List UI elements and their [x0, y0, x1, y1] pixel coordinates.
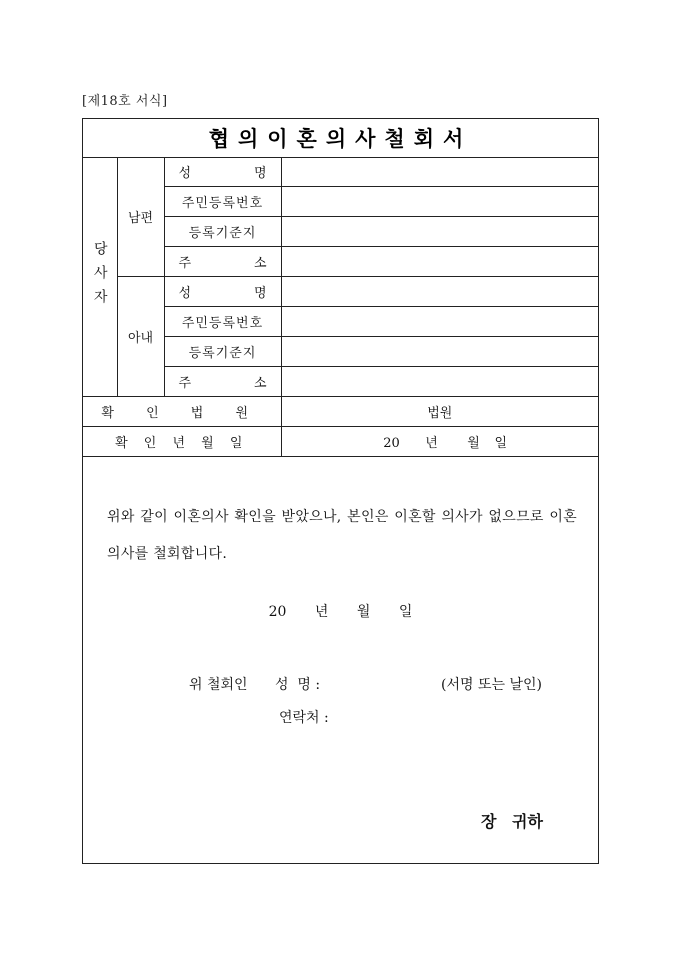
party-table	[83, 157, 598, 457]
confirm-year: 년	[425, 436, 438, 451]
signer-name-label[interactable]: 성 명 :	[275, 677, 321, 693]
contact-label: 연락처 :	[279, 710, 329, 726]
sign-year: 년	[314, 604, 329, 620]
husband-address-field[interactable]	[281, 247, 598, 277]
wife-address-field[interactable]	[281, 367, 598, 397]
husband-registration-base-label: 등록기준지	[164, 217, 281, 247]
wife-label: 아내	[117, 277, 164, 397]
confirm-day: 일	[494, 436, 508, 451]
confirm-date-field[interactable]	[281, 427, 598, 457]
confirm-court-label: 확 인 법 원	[83, 397, 281, 427]
husband-address-label: 주 소	[164, 247, 281, 277]
wife-name-label: 성 명	[164, 277, 281, 307]
husband-resident-number-field[interactable]	[281, 187, 598, 217]
party-label: 당사자	[83, 157, 117, 397]
sign-date	[83, 601, 598, 621]
signer-label: 위 철회인	[189, 677, 248, 693]
sign-year-prefix: 20	[268, 604, 287, 620]
wife-resident-number-field[interactable]	[281, 307, 598, 337]
husband-resident-number-label: 주민등록번호	[164, 187, 281, 217]
withdrawal-statement: 위와 같이 이혼의사 확인을 받았으나, 본인은 이혼할 의사가 없으므로 이혼의사를 철회합니다.	[107, 509, 577, 562]
withdrawal-form	[82, 118, 599, 864]
signer-row	[189, 674, 542, 694]
wife-registration-base-field[interactable]	[281, 337, 598, 367]
title-row	[83, 119, 598, 158]
wife-address-label: 주 소	[164, 367, 281, 397]
sign-month: 월	[356, 604, 371, 620]
wife-resident-number-label: 주민등록번호	[164, 307, 281, 337]
husband-name-field[interactable]	[281, 157, 598, 187]
addressee: 장 귀하	[481, 812, 543, 831]
husband-name-label: 성 명	[164, 157, 281, 187]
sign-day: 일	[398, 604, 413, 620]
husband-label: 남편	[117, 157, 164, 277]
wife-name-field[interactable]	[281, 277, 598, 307]
confirm-year-prefix: 20	[383, 436, 400, 451]
court-suffix: 법원	[427, 406, 453, 421]
contact-row[interactable]	[279, 707, 329, 727]
confirm-court-field[interactable]	[281, 397, 598, 427]
confirm-date-label: 확 인 년 월 일	[83, 427, 281, 457]
seal-note: (서명 또는 날인)	[441, 677, 542, 693]
form-title: 협의이혼의사철회서	[208, 127, 473, 151]
confirm-month: 월	[467, 436, 480, 451]
form-number: [제18호 서식]	[82, 94, 168, 109]
wife-registration-base-label: 등록기준지	[164, 337, 281, 367]
husband-registration-base-field[interactable]	[281, 217, 598, 247]
